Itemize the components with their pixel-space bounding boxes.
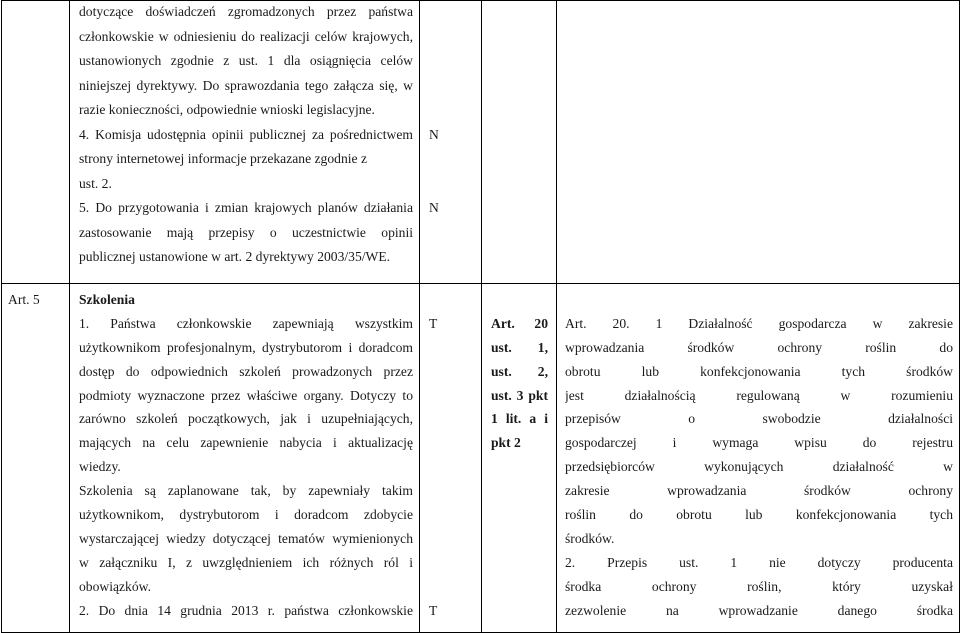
text-line: dotyczące doświadczeń zgromadzonych przez państwa: [79, 4, 413, 19]
implementation-cell: [557, 284, 960, 633]
transposition-mark: [429, 408, 475, 432]
implementation-line: Art. 20. 1 Działalność gospodarcza w zakresie: [565, 315, 953, 331]
article-cell: [2, 1, 70, 284]
text-line: wiedzy.: [79, 459, 121, 475]
correlation-table: [1, 0, 960, 633]
text-line: niniejszej dyrektywy. Do sprawozdania tego załącza się, w: [79, 77, 413, 93]
reference-line: Art. 20: [491, 315, 548, 331]
mark-cell: [420, 284, 482, 633]
implementation-line: [565, 289, 953, 313]
text-line: obowiązków.: [79, 578, 151, 594]
text-line: dostęp do odpowiednich szkoleń prowadzonych przez: [79, 363, 413, 379]
text-line: 2. Do dnia 14 grudnia 2013 r. państwa członkowskie: [79, 602, 413, 618]
implementation-line: jest działalnością regulowaną w rozumieniu: [565, 387, 953, 403]
transposition-mark: [429, 385, 475, 409]
text-line: wystarczającej wiedzy dotyczącej tematów wymienionych: [79, 530, 413, 546]
transposition-mark: [429, 289, 475, 313]
implementation-line: wprowadzania środków ochrony roślin do: [565, 339, 953, 355]
transposition-mark: [424, 99, 475, 124]
transposition-mark: [424, 246, 475, 271]
implementation-line: 2. Przepis ust. 1 nie dotyczy producenta: [565, 554, 953, 570]
section-heading: Szkolenia: [79, 292, 135, 307]
directive-text-cell: [70, 284, 420, 633]
transposition-mark: [429, 552, 475, 576]
text-line: zarówno szkoleń początkowych, jak i uzupełniających,: [79, 411, 413, 427]
text-line: 1. Państwa członkowskie zapewniają wszystkim: [79, 315, 413, 331]
transposition-mark: [429, 337, 475, 361]
transposition-mark: [429, 432, 475, 456]
text-line: członkowskie w odniesieniu do realizacji celów krajowych,: [79, 28, 413, 44]
text-line: 4. Komisja udostępnia opinii publicznej za pośrednictwem: [79, 126, 413, 142]
transposition-mark: [429, 576, 475, 600]
transposition-mark: [424, 173, 475, 198]
transposition-mark: [429, 504, 475, 528]
implementation-cell: [557, 1, 960, 284]
mark-cell: [420, 1, 482, 284]
directive-text-cell: [70, 1, 420, 284]
article-number: Art. 5: [8, 292, 40, 307]
implementation-line: zakresie wprowadzania środków ochrony: [565, 483, 953, 499]
text-line: ust. 2.: [79, 175, 112, 191]
text-line: użytkownikom profesjonalnym, dystrybutorom i doradcom: [79, 339, 413, 355]
text-line: podmioty wyznaczone przez właściwe organy. Dotyczy to: [79, 387, 413, 403]
reference-cell: [482, 1, 557, 284]
reference-line: ust. 2,: [491, 363, 548, 379]
table-row: [2, 1, 960, 284]
reference-line: ust. 1,: [491, 339, 548, 355]
text-line: w załączniku I, z uwzględnieniem ich różnych ról i: [79, 554, 413, 570]
text-line: zastosowanie mają przepisy o uczestnictwie opinii: [79, 224, 413, 240]
transposition-mark: N: [429, 200, 439, 215]
transposition-mark: [429, 528, 475, 552]
reference-line: 1 lit. a i: [491, 411, 548, 427]
text-line: ustanowionych zgodnie z ust. 1 dla osiągnięcia celów: [79, 53, 413, 68]
transposition-mark: [424, 75, 475, 100]
transposition-mark: T: [429, 315, 438, 331]
implementation-line: środka ochrony roślin, który uzyskał: [565, 578, 953, 594]
implementation-line: przepisów o swobodzie działalności: [565, 411, 953, 427]
implementation-line: obrotu lub konfekcjonowania tych środków: [565, 363, 953, 379]
transposition-mark: [424, 26, 475, 51]
transposition-mark: T: [429, 602, 438, 618]
text-line: Szkolenia są zaplanowane tak, by zapewniały takim: [79, 483, 413, 499]
implementation-line: roślin do obrotu lub konfekcjonowania tych: [565, 507, 953, 523]
transposition-mark: [424, 1, 475, 26]
transposition-mark: [429, 361, 475, 385]
table-row: [2, 284, 960, 633]
reference-line: pkt 2: [491, 435, 521, 451]
implementation-line: zezwolenie na wprowadzanie danego środka: [565, 602, 953, 618]
reference-line: [491, 289, 548, 313]
reference-line: ust. 3 pkt: [491, 387, 548, 403]
transposition-mark: [429, 456, 475, 480]
implementation-line: środków.: [565, 530, 615, 546]
transposition-mark: [424, 148, 475, 173]
article-cell: [2, 284, 70, 633]
text-line: użytkownikom, dystrybutorom i doradcom zdobycie: [79, 507, 413, 523]
implementation-line: gospodarczej i wymaga wpisu do rejestru: [565, 435, 953, 451]
transposition-mark: [424, 222, 475, 247]
text-line: publicznej ustanowione w art. 2 dyrektywy 2003/35/WE.: [79, 249, 391, 264]
text-line: 5. Do przygotowania i zmian krajowych planów działania: [79, 200, 413, 215]
reference-cell: [482, 284, 557, 633]
text-line: razie konieczności, odpowiednie wnioski legislacyjne.: [79, 102, 375, 117]
transposition-mark: [424, 50, 475, 75]
transposition-mark: [429, 480, 475, 504]
text-line: mających na celu zapewnienie nabycia i aktualizację: [79, 435, 413, 451]
transposition-mark: N: [429, 126, 439, 142]
text-line: strony internetowej informacje przekazane zgodnie z: [79, 151, 367, 166]
implementation-line: przedsiębiorców wykonujących działalność w: [565, 459, 953, 475]
